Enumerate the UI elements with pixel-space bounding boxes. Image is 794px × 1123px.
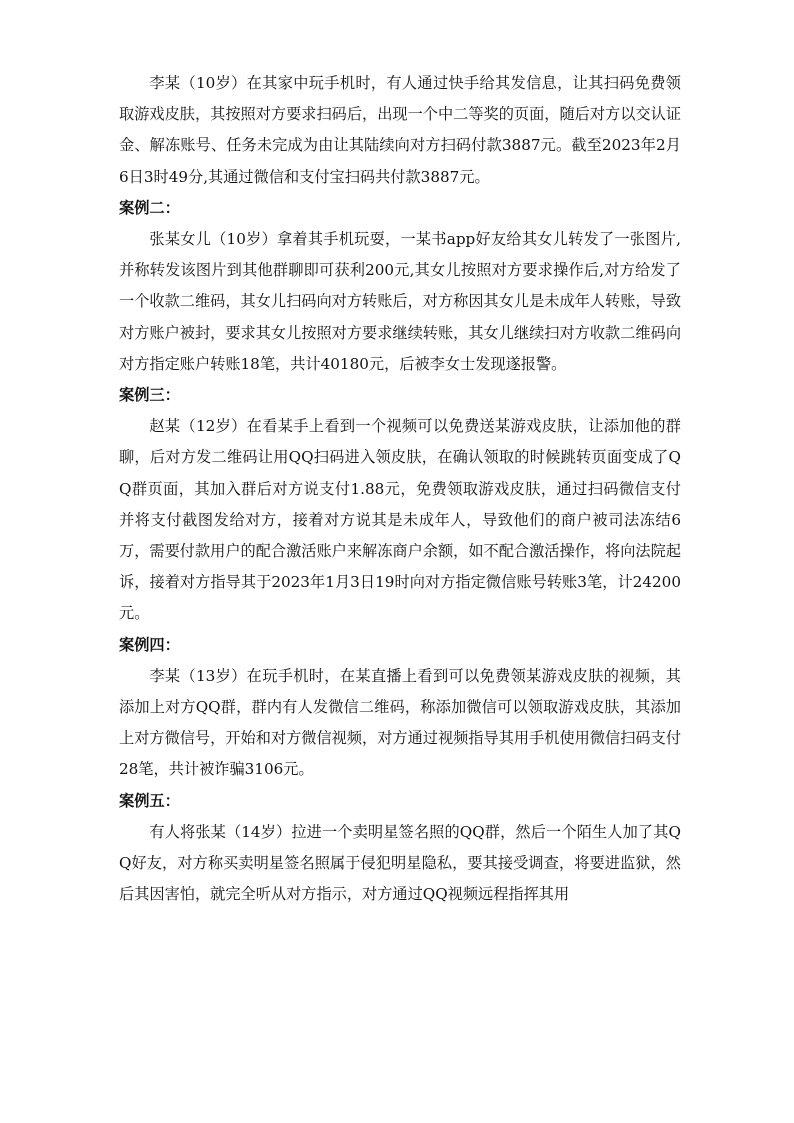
document-page [119,68,681,910]
case-three-paragraph: 赵某（12岁）在看某手上看到一个视频可以免费送某游戏皮肤，让添加他的群聊，后对方发二维码让用QQ扫码进入领皮肤，在确认领取的时候跳转页面变成了QQ群页面，其加入群后对方说支付1.88元，免费领取游戏皮肤，通过扫码微信支付并将支付截图发给对方，接着对方说其是未成年人，导致他们的商户被司法冻结6万，需要付款用户的配合激活账户来解冻商户余额，如不配合激活操作，将向法院起诉，接着对方指导其于2023年1月3日19时向对方指定微信账号转账3笔，计24200元。 [119,417,681,623]
case-three-heading: 案例三： [119,386,180,405]
case-two-heading: 案例二： [119,198,180,217]
case-four-paragraph: 李某（13岁）在玩手机时，在某直播上看到可以免费领某游戏皮肤的视频，其添加上对方QQ群，群内有人发微信二维码，称添加微信可以领取游戏皮肤，其添加上对方微信号，开始和对方微信视频，对方通过视频指导其用手机使用微信扫码支付28笔，共计被诈骗3106元。 [119,666,681,779]
case-five-heading: 案例五： [119,791,180,810]
case-one-paragraph: 李某（10岁）在其家中玩手机时，有人通过快手给其发信息，让其扫码免费领取游戏皮肤，其按照对方要求扫码后，出现一个中二等奖的页面，随后对方以交认证金、解冻账号、任务未完成为由让其陆续向对方扫码付款3887元。截至2023年2月6日3时49分,其通过微信和支付宝扫码共付款3887元。 [119,74,681,186]
case-four-heading: 案例四： [119,635,180,654]
case-two-paragraph: 张某女儿（10岁）拿着其手机玩耍，一某书app好友给其女儿转发了一张图片,并称转发该图片到其他群聊即可获利200元,其女儿按照对方要求操作后,对方给发了一个收款二维码，其女儿扫码向对方转账后，对方称因其女儿是未成年人转账，导致对方账户被封，要求其女儿按照对方要求继续转账，其女儿继续扫对方收款二维码向对方指定账户转账18笔，共计40180元，后被李女士发现遂报警。 [119,230,681,373]
case-five-paragraph: 有人将张某（14岁）拉进一个卖明星签名照的QQ群，然后一个陌生人加了其QQ好友，对方称买卖明星签名照属于侵犯明星隐私，要其接受调查，将要进监狱，然后其因害怕，就完全听从对方指示，对方通过QQ视频远程指挥其用 [119,822,681,904]
